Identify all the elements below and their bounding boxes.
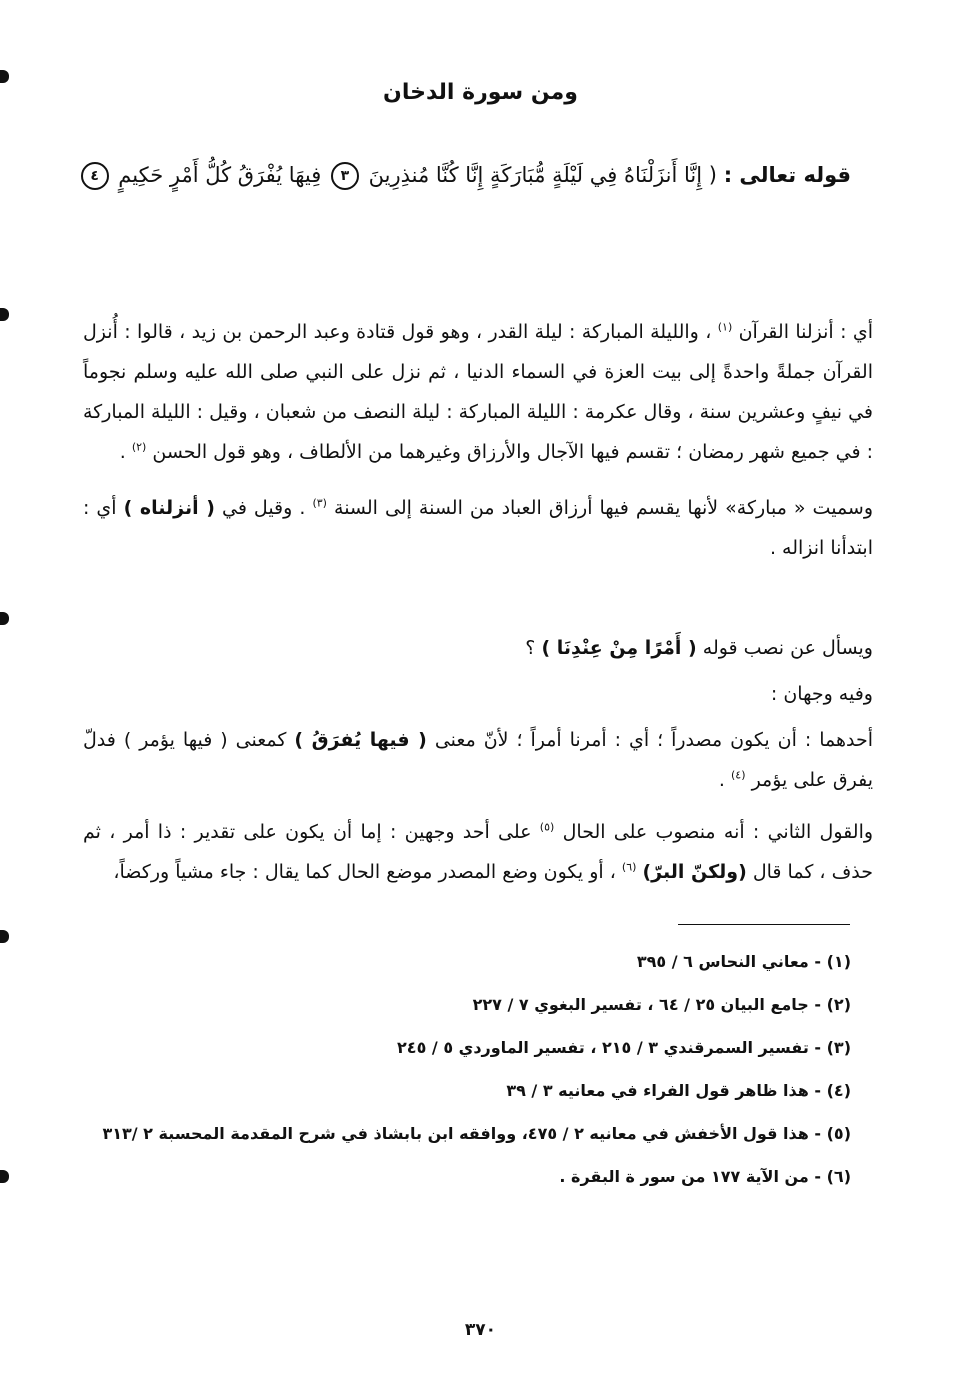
verse-intro: قوله تعالى : [723, 163, 851, 187]
quoted-term: ( فيها يُفرَقُ ) [294, 729, 427, 751]
paragraph-interpretation [83, 312, 873, 472]
paragraph-text: على أحد وجهين : إما أن يكون على تقدير : ذا أمر ، ثم حذف ، كما قال [83, 821, 873, 883]
paragraph-text: ، أو يكون وضع المصدر موضع الحال كما يقال : جاء مشياً وركضاً، [113, 861, 616, 883]
footnote-ref: (٣) [312, 496, 327, 510]
paragraph-text: ، والليلة المباركة : ليلة القدر ، وهو قول قتادة وعبد الرحمن بن زيد ، قالوا : أُنزل القرآن جملةً واحدةً إلى بيت العزة في السماء الدنيا ، ثم نزل على النبي صلى الله عليه وسلم نجوماً في نيفٍ وعشرين سنة ، وقال عكرمة : الليلة المباركة : ليلة النصف من شعبان ، وقيل : الليلة المباركة : في جميع شهر رمضان ؛ تقسم فيها الآجال والأرزاق وغيرهما من الألطاف ، وهو قول الحسن [83, 321, 873, 463]
paragraph-text: وسميت « مباركة» لأنها يقسم فيها أرزاق العباد من السنة إلى السنة [334, 497, 874, 519]
binding-hole-mark [0, 930, 9, 943]
paragraph-text: أي : ابتدأنا انزاله . [83, 497, 873, 559]
footnote-ref: (٥) [539, 820, 555, 834]
footnote-item: (٣) - تفسير السمرقندي ٣ / ٢١٥ ، تفسير الماوردي ٥ / ٢٤٥ [397, 1038, 851, 1057]
ayah-number-marker: ٣ [331, 162, 359, 190]
paragraph-two-ways [83, 674, 873, 714]
footnote-ref: (٢) [131, 440, 147, 454]
chapter-title: ومن سورة الدخان [383, 80, 578, 105]
paragraph-text: . [718, 769, 725, 791]
footnote-item: (٢) - جامع البيان ٢٥ / ٦٤ ، تفسير البغوي ٧ / ٢٢٧ [472, 995, 851, 1014]
quoted-term: ( أنزلناه ) [123, 497, 215, 519]
paragraph-second-way [83, 812, 873, 892]
binding-hole-mark [0, 612, 9, 625]
quran-verse-line [91, 162, 851, 190]
paragraph-text: وفيه وجهان : [770, 683, 873, 705]
paragraph-naming [83, 488, 873, 568]
footnote-separator [678, 924, 850, 925]
paragraph-text: أحدهما : أن يكون مصدراً ؛ أي : أمرنا أمراً ؛ لأنّ معنى [434, 729, 874, 751]
footnote-item: (٥) - هذا قول الأخفش في معانيه ٢ / ٤٧٥، ووافقه ابن بابشاذ في شرح المقدمة المحسبة ٢ /٣١٣ [102, 1124, 851, 1143]
verse-text-part2: فِيهَا يُفْرَقُ كُلُّ أَمْرٍ حَكِيمٍ [118, 163, 322, 187]
paragraph-text: والقول الثاني : أنه منصوب على الحال [562, 821, 874, 843]
footnotes-list [102, 940, 851, 1198]
paragraph-text: ؟ [525, 637, 536, 659]
verse-open-paren: ( [708, 163, 717, 187]
quoted-term: ( أَمْرًا مِنْ عِنْدِنَا ) [541, 637, 697, 659]
footnote-item: (٦) - من الآية ١٧٧ من سور ة البقرة . [559, 1167, 851, 1186]
verse-text-part1: إِنَّا أَنزَلْنَاهُ فِي لَيْلَةٍ مُّبَارَكَةٍ إِنَّا كُنَّا مُنذِرِينَ [368, 163, 703, 187]
paragraph-text: . [119, 441, 126, 463]
footnote-item: (١) - معاني النحاس ٦ / ٣٩٥ [636, 952, 851, 971]
paragraph-first-way [83, 720, 873, 800]
paragraph-text: . وقيل في [221, 497, 306, 519]
binding-hole-mark [0, 1170, 9, 1183]
quoted-term: (ولكنّ البرّ) [642, 861, 747, 883]
footnote-ref: (٦) [621, 860, 637, 874]
paragraph-text: كمعنى ( فيها يؤمر ) فدلّ يفرق على يؤمر [83, 729, 873, 791]
binding-hole-mark [0, 308, 9, 321]
paragraph-text: ويسأل عن نصب قوله [702, 637, 873, 659]
footnote-ref: (٤) [731, 768, 746, 782]
page-number: ٣٧٠ [464, 1320, 497, 1340]
ayah-number-marker: ٤ [81, 162, 109, 190]
footnote-item: (٤) - هذا ظاهر قول الفراء في معانيه ٣ / ٣٩ [506, 1081, 851, 1100]
footnote-ref: (١) [717, 320, 733, 334]
paragraph-text: أي : أنزلنا القرآن [738, 321, 873, 343]
paragraph-question [83, 628, 873, 668]
